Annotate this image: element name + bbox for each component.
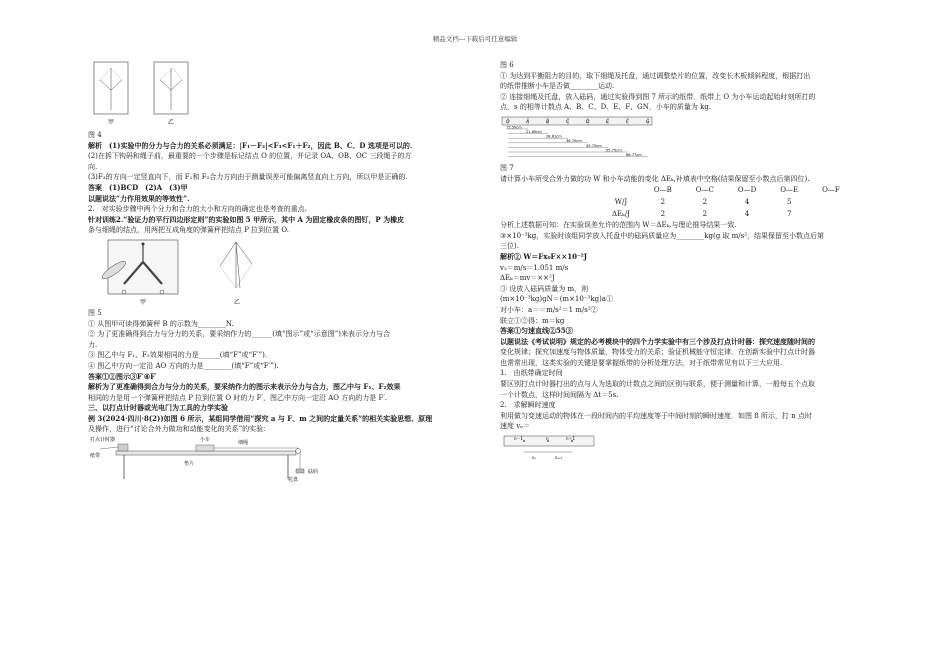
table-cell: 2 (702, 209, 708, 218)
figure-5-label-jia: 甲 (140, 298, 147, 306)
figure-4-label-jia: 甲 (108, 119, 115, 126)
text-line: 图 6 (500, 61, 514, 69)
figure-4-yi (154, 62, 188, 114)
text-line: 以题说法《考试说明》规定的必考模块中的四个力学实验中有三个涉及打点计时器：探究速度随时间的 (500, 336, 815, 346)
figure-6-weights-label: 砝码 (308, 469, 319, 476)
text-line: 请计算小车所受合外力做的功 W 和小车动能的变化 ΔEₖ,补填表中空格(结果保留至小数点后第四位). (500, 174, 810, 183)
table-cell: ΔEₖ/J (612, 209, 630, 218)
text-line: 对小车：a＝＝m/s²＝1 m/s²② (500, 305, 598, 314)
table-header-cell (600, 184, 642, 196)
text-line: 的纸带推断小车是否做________运动. (500, 82, 615, 91)
text-line: 要区别打点计时器打出的点与人为选取的计数点之间的区别与联系，便于测量和计算，一般每五个点取 (500, 380, 815, 389)
figure-6-tape-label: 纸带 (90, 453, 101, 460)
text-line: 点，s 的相等计数点 A、B、C、D、E、F、GN，小车的质量为 kg. (500, 103, 712, 112)
figure-7-distance-label: 36.70cm (566, 139, 582, 144)
text-line: 及操作，进行“讨论合外力做功和动能变化的关系”的实验： (88, 425, 271, 434)
text-line: 三、以打点计时器或光电门为工具的力学实验 (88, 403, 228, 413)
figure-4-caption: 图 4 (88, 131, 102, 139)
left-text-block-2 (88, 319, 460, 436)
table-cell (810, 208, 852, 220)
figure-7 (500, 113, 866, 163)
text-line: 2. 对实验步骤中两个分力和合力的大小和方向的确定也是考查的重点. (88, 205, 307, 214)
left-text-block-1 (88, 141, 460, 236)
text-line: 力. (88, 340, 98, 349)
figure-4-jia (94, 62, 128, 114)
text-line: 相同的力是用一个弹簧秤把结点 P 拉到位置 O 时的力 F′，图乙中方向一定沿 AO 方向的力是 F′. (88, 393, 388, 402)
table-header-row (600, 184, 852, 196)
figure-7-point-label: A (526, 119, 530, 125)
figure-7-distance-label: 45.75cm (586, 143, 602, 148)
figure-7-point-label: O (506, 119, 510, 125)
table-header-cell: O—F (822, 185, 840, 194)
table-cell: 4 (744, 209, 750, 218)
figure-7-point-label: F (626, 119, 629, 125)
right-text-block-2 (500, 174, 866, 185)
figure-6-pad-label: 垫片 (184, 461, 195, 468)
figure-8-left-label: n－1 (514, 436, 524, 442)
figure-7-point-label: C (566, 119, 570, 125)
right-column (500, 60, 866, 462)
text-line: 答案①匀速直线②55③ (500, 326, 573, 336)
text-line: ΔEₖ＝mv＝××²J (500, 274, 555, 283)
table-header-cell: O—E (780, 185, 799, 194)
figure-7-point-label: G (646, 119, 650, 125)
figure-7-point-label: B (546, 119, 550, 125)
table-cell: 2 (660, 197, 666, 206)
figure-7-distance-label: 55.75cm (606, 148, 622, 153)
text-line: 解析为了更准确得到合力与分力的关系，要采纳作力的图示来表示分力与合力，图乙中与 F₁、F₂效果 (88, 382, 401, 392)
text-line: 解析② W＝Fx₀F××10⁻²J (500, 251, 588, 261)
table-header-cell: O—C (695, 185, 714, 194)
text-line: 1. 由纸带确定时间 (500, 369, 563, 378)
text-line: ① 为达到平衡阻力的目的，取下细绳及托盘，通过调整垫片的位置，改变长木板倾斜程度，根据打出 (500, 71, 811, 80)
table-row (600, 208, 852, 220)
figure-5-caption: 图 5 (88, 308, 102, 317)
text-line: 针对训练2.“验证力的平行四边形定则”的实验如图 5 甲所示，其中 A 为固定橡皮条的图钉，P 为橡皮 (88, 214, 405, 224)
text-line: ③×10⁻³kg，实验时该组同学放入托盘中的砝码质量应为________kg(g 取 m/s²，结果保留至小数点后第 (500, 231, 825, 240)
figure-8-right-label: n＋1 (566, 436, 576, 442)
text-line: v₂＝m/s＝1.051 m/s (500, 263, 569, 272)
figure-5-jia (100, 240, 178, 294)
text-line: 向. (88, 162, 98, 171)
figure-8-mid-label: n (546, 436, 549, 442)
table-cell: 7 (786, 209, 792, 218)
figure-7-distance-label: 28.61cm (546, 134, 562, 139)
figure-5-yi (220, 242, 252, 288)
figure-5 (88, 236, 460, 308)
figure-7-point-label: E (606, 119, 609, 125)
table-header-cell: O—D (737, 185, 757, 194)
table-cell (810, 196, 852, 208)
data-table (600, 184, 852, 220)
page-header: 精品文档---下载后可任意编辑 (432, 35, 518, 43)
text-line: 2. 求解瞬时速度 (500, 401, 556, 410)
figure-8-s2-label: sₙ₊₁ (555, 455, 563, 461)
figure-7-caption: 图 7 (500, 163, 514, 172)
text-line: 三位). (500, 242, 519, 251)
text-line: 例 3(2024·四川·8(2))如图 6 所示，某组同学借用“探究 a 与 F、m 之间的定量关系”的相关实验思想、原理 (88, 413, 433, 423)
figure-6-timer-label: 打点计时器 (90, 437, 116, 444)
right-text-block-1 (500, 60, 866, 113)
text-line: 联立①②得：m＝kg (500, 316, 565, 325)
text-line: 条与细绳的结点，用两把互成角度的弹簧秤把结点 P 拉到位置 O. (88, 226, 289, 235)
table-cell: 2 (660, 209, 666, 218)
text-line: ② 为了更准确得到合力与分力的关系，要采纳作力的______(填“图示”或“示意图”)来表示分力与合 (88, 330, 391, 339)
figure-6 (88, 435, 460, 483)
figure-7-distance-label: 15.50cm (506, 125, 522, 130)
figure-7-distance-label: 66.77cm (626, 152, 642, 157)
text-line: (m×10⁻³kg)gN＝(m×10⁻³kg)a① (500, 295, 613, 304)
text-line: ① 从图甲可读得弹簧秤 B 的示数为________N. (88, 319, 234, 328)
figure-7-tape (502, 117, 652, 125)
right-text-block-3 (500, 220, 866, 432)
figure-6-rope-label: 细绳 (238, 440, 249, 447)
text-line: ③ 图乙中与 F₁、F₂效果相同的力是______(填“F”或“F′”). (88, 351, 268, 360)
figure-6-car-label: 小车 (200, 437, 211, 444)
figure-7-point-label: D (586, 119, 590, 125)
left-column (88, 60, 460, 483)
figure-4 (88, 60, 460, 130)
text-line: 解析 (1)实验中的分力与合力的关系必须满足：|F₁－F₂|<F₃<F₁＋F₂，因此 B、C、D 选项是可以的. (88, 140, 413, 150)
table-cell: 5 (786, 197, 792, 206)
figure-7-distance-label: 21.60cm (526, 129, 542, 134)
text-line: 也常常出现，这类实验的关键是要掌握纸带的分析处理方法，对于纸带常见有以下三大应用. (500, 358, 783, 367)
table-cell: 2 (702, 197, 708, 206)
figure-8 (500, 432, 866, 462)
figure-8-s1-label: sₙ (532, 455, 536, 461)
table-header-cell: O—B (653, 185, 672, 194)
text-line: 速度 vₙ＝ (500, 422, 531, 431)
text-line: ④ 图乙中方向一定沿 AO 方向的力是________(填“F”或“F′”). (88, 361, 279, 370)
table-cell: 4 (744, 197, 750, 206)
text-line: 一个计数点，这样时间间隔为 Δt＝5s. (500, 390, 619, 399)
figure-5-label-yi: 乙 (234, 298, 241, 306)
text-line: ② 连接细绳及托盘，放入砝码，通过实验得到图 7 所示的纸带．纸带上 O 为小车运动起始时刻所打的 (500, 92, 816, 101)
text-line: 答案 (1)BCD (2)A (3)甲 (88, 182, 188, 192)
text-line: 分析上述数据可知：在实验误差允许的范围内 W＝ΔEₖ,与理论推导结果一致. (500, 221, 737, 230)
figure-4-label-yi: 乙 (168, 119, 175, 126)
text-line: 以题说法“力作用效果的等效性”. (88, 193, 190, 203)
text-line: 答案①②图示③F′④F′ (88, 371, 157, 381)
text-line: (3)F₃的方向一定竖直向下，而 F₁和 F₂合力方向由于测量误差可能偏离竖直向上方向，所以甲是正确的. (88, 173, 408, 182)
text-line: 利用做匀变速运动的物体在一段时间内的平均速度等于中间时刻的瞬时速度．如图 8 所示，打 n 点时 (500, 411, 812, 420)
text-line: ③ 设放入砝码质量为 m，则 (500, 284, 589, 293)
text-line: 变化规律；探究加速度与物体质量、物体受力的关系；验证机械能守恒定律．在创新实验中打点计时器 (500, 348, 815, 357)
table-cell: W/J (614, 197, 628, 206)
figure-6-tray-label: 托盘 (288, 477, 299, 484)
text-line: (2)在拆下钩码和绳子前，最重要的一个步骤是标记结点 O 的位置，并记录 OA、OB、OC 三段绳子的方 (88, 152, 412, 161)
table-row (600, 196, 852, 208)
